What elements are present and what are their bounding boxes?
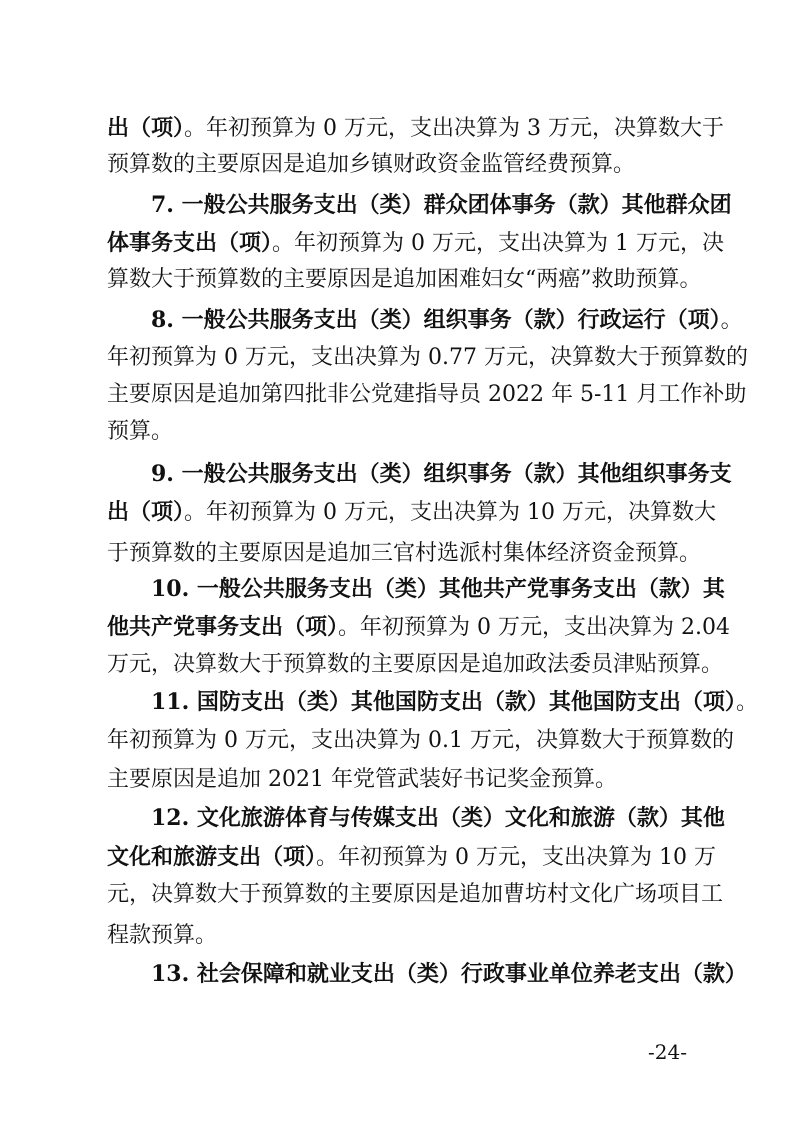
paragraph-heading-line xyxy=(151,689,758,715)
body-text: 算数大于预算数的主要原因是追加困难妇女“两癌”救助预算。 xyxy=(107,267,702,292)
item-title: 9. 一般公共服务支出（类）组织事务（款）其他组织事务支 xyxy=(151,461,732,487)
item-title: 11. 国防支出（类）其他国防支出（款）其他国防支出（项） xyxy=(151,689,736,715)
item-title: 他共产党事务支出（项） xyxy=(107,614,339,640)
text-line xyxy=(107,652,723,678)
text-line xyxy=(107,499,716,525)
text-line xyxy=(107,614,730,640)
body-text: 主要原因是追加 2021 年党管武装好书记奖金预算。 xyxy=(107,767,617,792)
item-title: 7. 一般公共服务支出（类）群众团体事务（款）其他群众团 xyxy=(151,192,732,218)
body-text: 主要原因是追加第四批非公党建指导员 2022 年 5-11 月工作补助 xyxy=(107,382,747,407)
text-line xyxy=(107,152,635,178)
text-line xyxy=(107,728,734,754)
body-text: 。 xyxy=(735,690,758,715)
body-text: 年初预算为 0 万元，支出决算为 0.1 万元，决算数大于预算数的 xyxy=(107,728,734,753)
body-text: 程款预算。 xyxy=(107,923,218,948)
text-line xyxy=(107,923,217,949)
item-title: 体事务支出（项） xyxy=(107,230,273,256)
paragraph-heading-line xyxy=(151,961,747,987)
item-title: 文化和旅游支出（项） xyxy=(107,844,317,870)
body-text: 。年初预算为 0 万元，支出决算为 1 万元，决 xyxy=(272,231,724,256)
body-text: 。年初预算为 0 万元，支出决算为 10 万元，决算数大 xyxy=(184,500,716,525)
item-title: 出（项） xyxy=(107,115,185,141)
body-text: 万元，决算数大于预算数的主要原因是追加政法委员津贴预算。 xyxy=(107,652,724,677)
body-text: 元，决算数大于预算数的主要原因是追加曹坊村文化广场项目工 xyxy=(107,882,724,907)
item-title: 13. 社会保障和就业支出（类）行政事业单位养老支出（款） xyxy=(151,961,747,987)
paragraph-heading-line xyxy=(151,307,743,333)
text-line xyxy=(107,267,702,293)
page-number: -24- xyxy=(648,1040,687,1064)
paragraph-heading-line xyxy=(151,805,725,831)
text-line xyxy=(107,419,173,445)
item-title: 出（项） xyxy=(107,499,185,525)
paragraph-heading-line xyxy=(151,576,725,602)
paragraph-heading-line xyxy=(151,461,732,487)
text-line xyxy=(107,767,617,793)
body-text: 预算。 xyxy=(107,419,174,444)
body-text: 年初预算为 0 万元，支出决算为 0.77 万元，决算数大于预算数的 xyxy=(107,345,748,370)
text-line xyxy=(107,230,724,256)
text-line xyxy=(107,382,746,408)
body-text: 于预算数的主要原因是追加三官村选派村集体经济资金预算。 xyxy=(107,541,702,566)
body-text: 。年初预算为 0 万元，支出决算为 2.04 xyxy=(338,615,730,640)
body-text: 。年初预算为 0 万元，支出决算为 3 万元，决算数大于 xyxy=(184,116,724,141)
item-title: 12. 文化旅游体育与传媒支出（类）文化和旅游（款）其他 xyxy=(151,805,725,831)
paragraph-heading-line xyxy=(151,192,732,218)
body-text: 预算数的主要原因是追加乡镇财政资金监管经费预算。 xyxy=(107,152,636,177)
text-line xyxy=(107,844,716,870)
text-line xyxy=(107,882,723,908)
text-line xyxy=(107,541,701,567)
item-title: 8. 一般公共服务支出（类）组织事务（款）行政运行（项） xyxy=(151,307,721,333)
body-text: 。 xyxy=(720,308,743,333)
text-line xyxy=(107,345,748,371)
body-text: 。年初预算为 0 万元，支出决算为 10 万 xyxy=(316,845,716,870)
item-title: 10. 一般公共服务支出（类）其他共产党事务支出（款）其 xyxy=(151,576,725,602)
text-line xyxy=(107,115,724,141)
